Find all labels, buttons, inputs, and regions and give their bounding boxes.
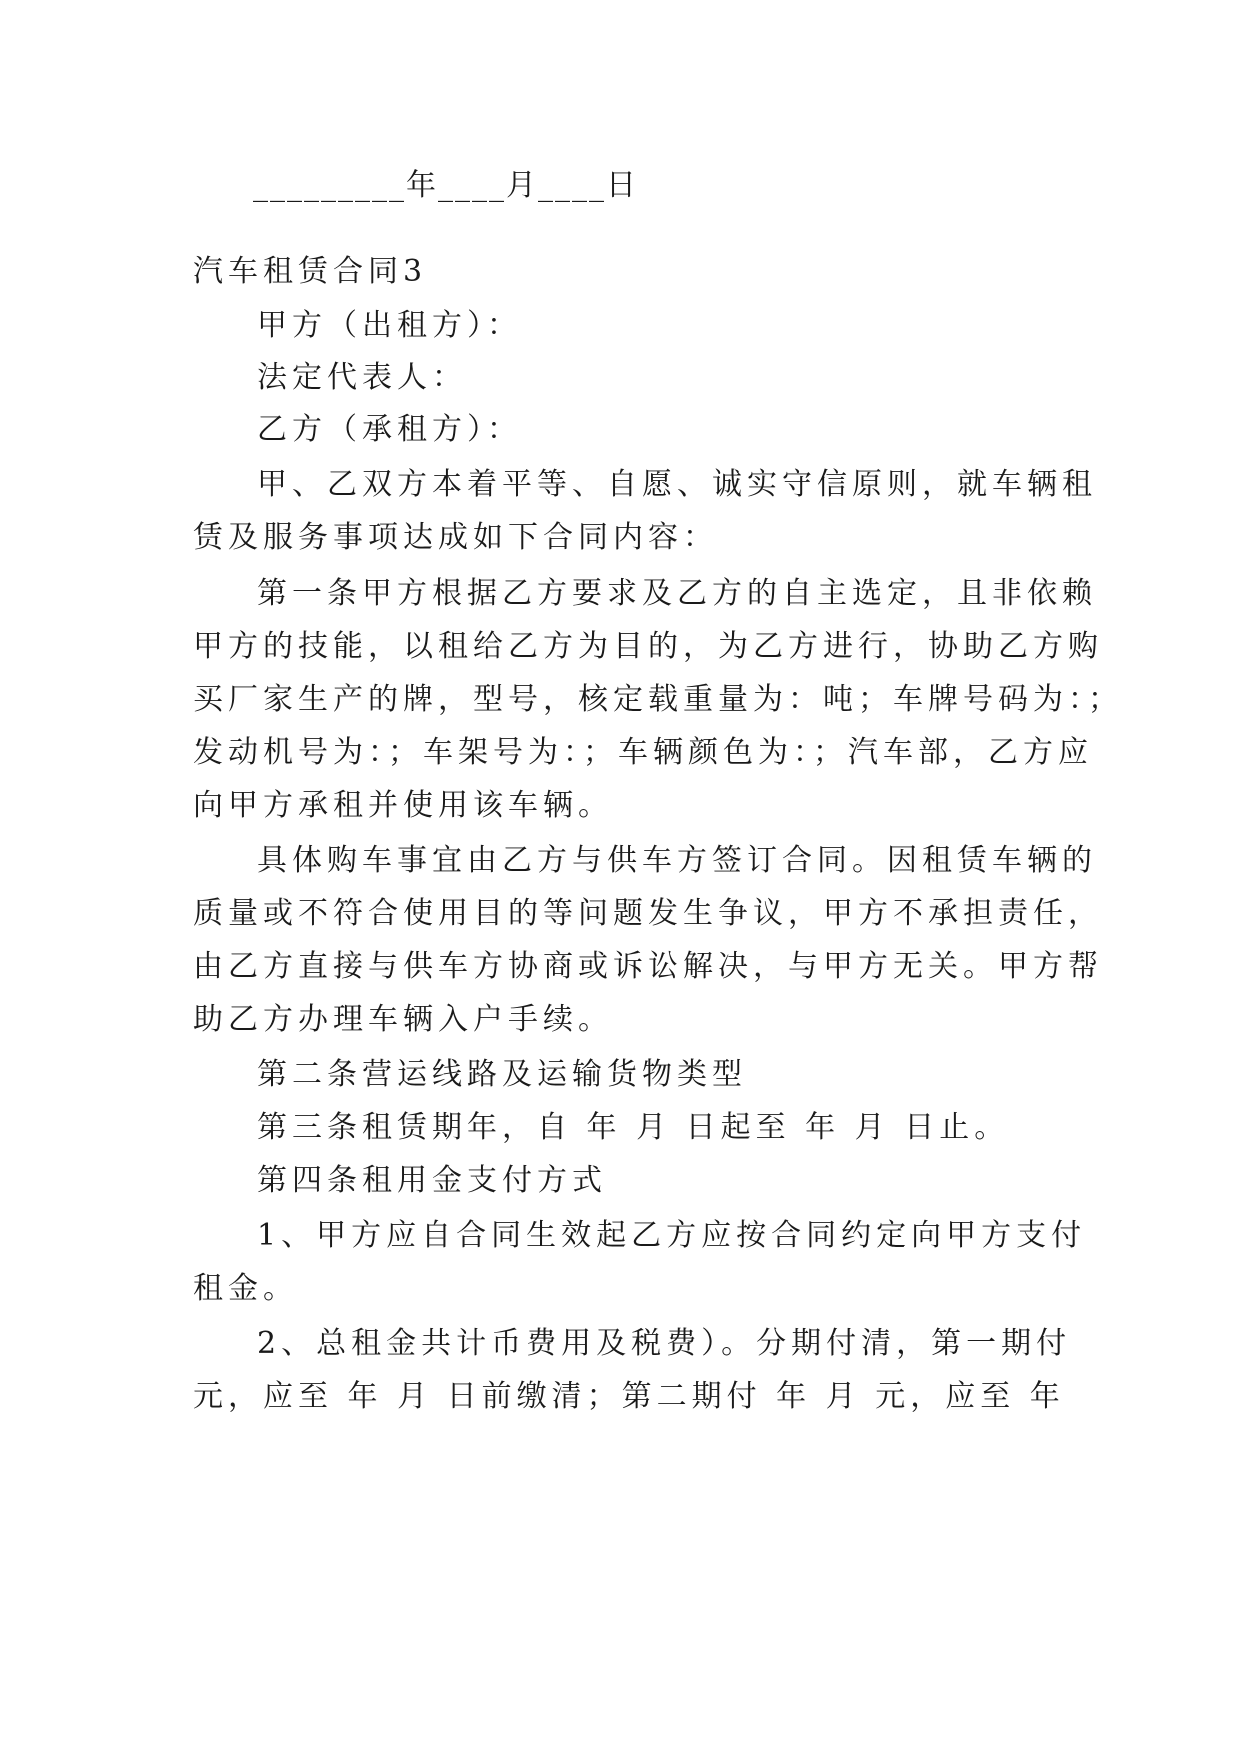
article-1-line: 发动机号为：；车架号为：；车辆颜色为：；汽车部，乙方应: [193, 735, 1093, 770]
article-1-line: 买厂家生产的牌，型号，核定载重量为：吨；车牌号码为：；: [193, 682, 1123, 717]
item-2-line: 元，应至 年 月 日前缴清；第二期付 年 月 元，应至 年: [193, 1379, 1065, 1414]
document-title: 汽车租赁合同3: [193, 254, 428, 289]
intro-paragraph-line: 赁及服务事项达成如下合同内容：: [193, 520, 718, 555]
article-1-note-line: 助乙方办理车辆入户手续。: [193, 1002, 613, 1037]
party-b-label: 乙方（承租方）：: [257, 412, 522, 447]
intro-paragraph-line: 甲、乙双方本着平等、自愿、诚实守信原则，就车辆租: [257, 467, 1097, 502]
article-3-line: 第三条租赁期年，自 年 月 日起至 年 月 日止。: [257, 1110, 1010, 1145]
article-4-heading: 第四条租用金支付方式: [257, 1163, 607, 1198]
item-1-line: 1、甲方应自合同生效起乙方应按合同约定向甲方支付: [257, 1218, 1087, 1253]
legal-representative-label: 法定代表人：: [257, 360, 467, 395]
article-2-heading: 第二条营运线路及运输货物类型: [257, 1057, 747, 1092]
article-1-note-line: 由乙方直接与供车方协商或诉讼解决，与甲方无关。甲方帮: [193, 949, 1103, 984]
article-1-line: 甲方的技能，以租给乙方为目的，为乙方进行，协助乙方购: [193, 629, 1103, 664]
article-1-note-line: 质量或不符合使用目的等问题发生争议，甲方不承担责任，: [193, 896, 1103, 931]
item-1-line: 租金。: [193, 1271, 298, 1306]
date-line: _________年____月____日: [253, 168, 638, 203]
article-1-line: 向甲方承租并使用该车辆。: [193, 788, 613, 823]
party-a-label: 甲方（出租方）：: [257, 308, 522, 343]
item-2-line: 2、总租金共计币费用及税费）。分期付清，第一期付: [257, 1326, 1072, 1361]
article-1-line: 第一条甲方根据乙方要求及乙方的自主选定，且非依赖: [257, 576, 1097, 611]
article-1-note-line: 具体购车事宜由乙方与供车方签订合同。因租赁车辆的: [257, 843, 1097, 878]
